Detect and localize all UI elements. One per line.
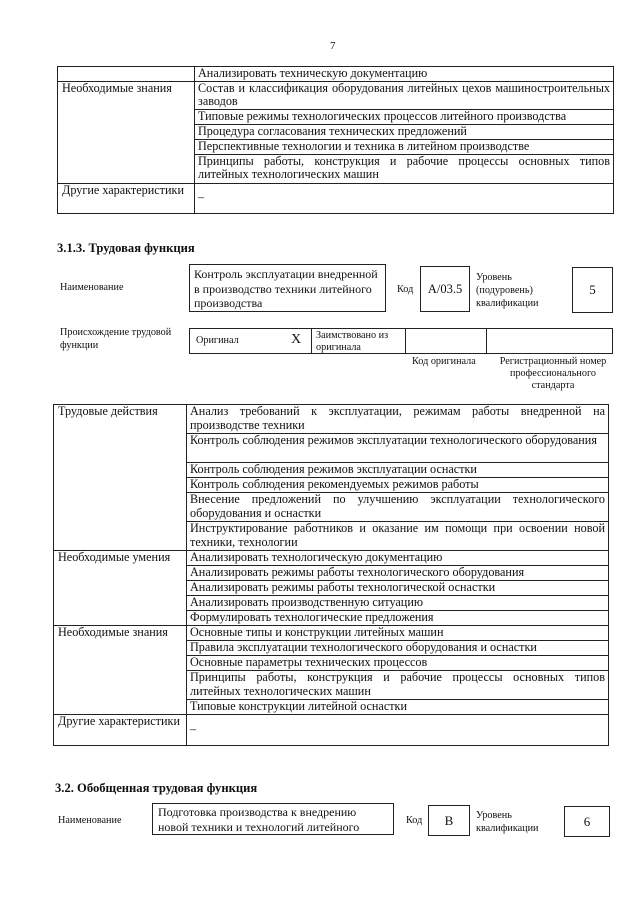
skills-knowledge-table-continued <box>57 66 614 214</box>
table-row: Перспективные технологии и техника в литейном производстве <box>195 139 614 154</box>
table-row: Анализировать производственную ситуацию <box>187 596 609 611</box>
section-heading-32: 3.2. Обобщенная трудовая функция <box>55 781 258 795</box>
labor-function-table <box>53 404 609 746</box>
origin-row <box>189 328 613 354</box>
table-row: Процедура согласования технических предложений <box>195 124 614 139</box>
name-label: Наименование <box>60 282 124 293</box>
code-box: А/03.5 <box>420 266 470 312</box>
table-row: Типовые режимы технологических процессов литейного производства <box>195 109 614 124</box>
table-row: Принципы работы, конструкция и рабочие процессы основных типов литейных технологических машин <box>187 671 609 700</box>
code-original-caption: Код оригинала <box>412 356 476 367</box>
table-row: Анализировать техническую документацию <box>195 67 614 82</box>
table-row: Основные типы и конструкции литейных машин <box>187 626 609 641</box>
table-row: Формулировать технологические предложения <box>187 611 609 626</box>
other-characteristics-label: Другие характеристики <box>58 183 195 213</box>
code-box: В <box>428 805 470 836</box>
knowledge-label: Необходимые знания <box>58 81 195 183</box>
section-heading-313: 3.1.3. Трудовая функция <box>57 241 195 255</box>
original-label: Оригинал <box>196 335 239 346</box>
level-label: Уровень (подуровень) квалификации <box>476 272 539 309</box>
original-mark: X <box>291 332 302 347</box>
page-number: 7 <box>330 40 336 52</box>
origin-divider <box>486 329 487 353</box>
level-box: 5 <box>572 267 613 313</box>
skills-label: Необходимые умения <box>54 551 187 626</box>
table-row: Принципы работы, конструкция и рабочие процессы основных типов литейных технологических машин <box>195 154 614 183</box>
table-row: Правила эксплуатации технологического оборудования и оснастки <box>187 641 609 656</box>
table-row: Внесение предложений по улучшению эксплуатации технологического оборудования и оснастки <box>187 493 609 522</box>
empty-cell <box>58 67 195 82</box>
level-label: Уровень квалификации <box>476 810 539 834</box>
other-characteristics-value: – <box>187 715 609 746</box>
reg-number-caption: Регистрационный номер профессионального стандарта <box>499 356 607 391</box>
code-label: Код <box>397 284 414 295</box>
level-box: 6 <box>564 806 610 837</box>
table-row: Инструктирование работников и оказание им помощи при освоении новой техники, технологии <box>187 522 609 551</box>
table-row: Контроль соблюдения режимов эксплуатации оснастки <box>187 463 609 478</box>
code-label: Код <box>406 815 423 826</box>
table-row: Анализировать режимы работы технологического оборудования <box>187 566 609 581</box>
origin-divider <box>405 329 406 353</box>
knowledge-label: Необходимые знания <box>54 626 187 715</box>
table-row: Контроль соблюдения режимов эксплуатации технологического оборудования <box>187 434 609 463</box>
table-row: Анализировать режимы работы технологической оснастки <box>187 581 609 596</box>
other-characteristics-value: – <box>195 183 614 213</box>
origin-divider <box>311 329 312 353</box>
table-row: Основные параметры технических процессов <box>187 656 609 671</box>
generalized-function-name-box: Подготовка производства к внедрению новой техники и технологий литейного <box>152 803 394 835</box>
actions-label: Трудовые действия <box>54 405 187 551</box>
origin-label: Происхождение трудовой функции <box>60 327 172 351</box>
table-row: Типовые конструкции литейной оснастки <box>187 700 609 715</box>
table-row: Анализировать технологическую документацию <box>187 551 609 566</box>
table-row: Контроль соблюдения рекомендуемых режимов работы <box>187 478 609 493</box>
name-label: Наименование <box>58 815 122 826</box>
table-row: Анализ требований к эксплуатации, режимам работы внедренной на производстве техники <box>187 405 609 434</box>
table-row: Состав и классификация оборудования литейных цехов машиностроительных заводов <box>195 81 614 109</box>
other-characteristics-label: Другие характеристики <box>54 715 187 746</box>
function-name-box: Контроль эксплуатации внедренной в производство техники литейного производства <box>189 264 386 312</box>
borrowed-label: Заимствовано из оригинала <box>316 330 389 353</box>
